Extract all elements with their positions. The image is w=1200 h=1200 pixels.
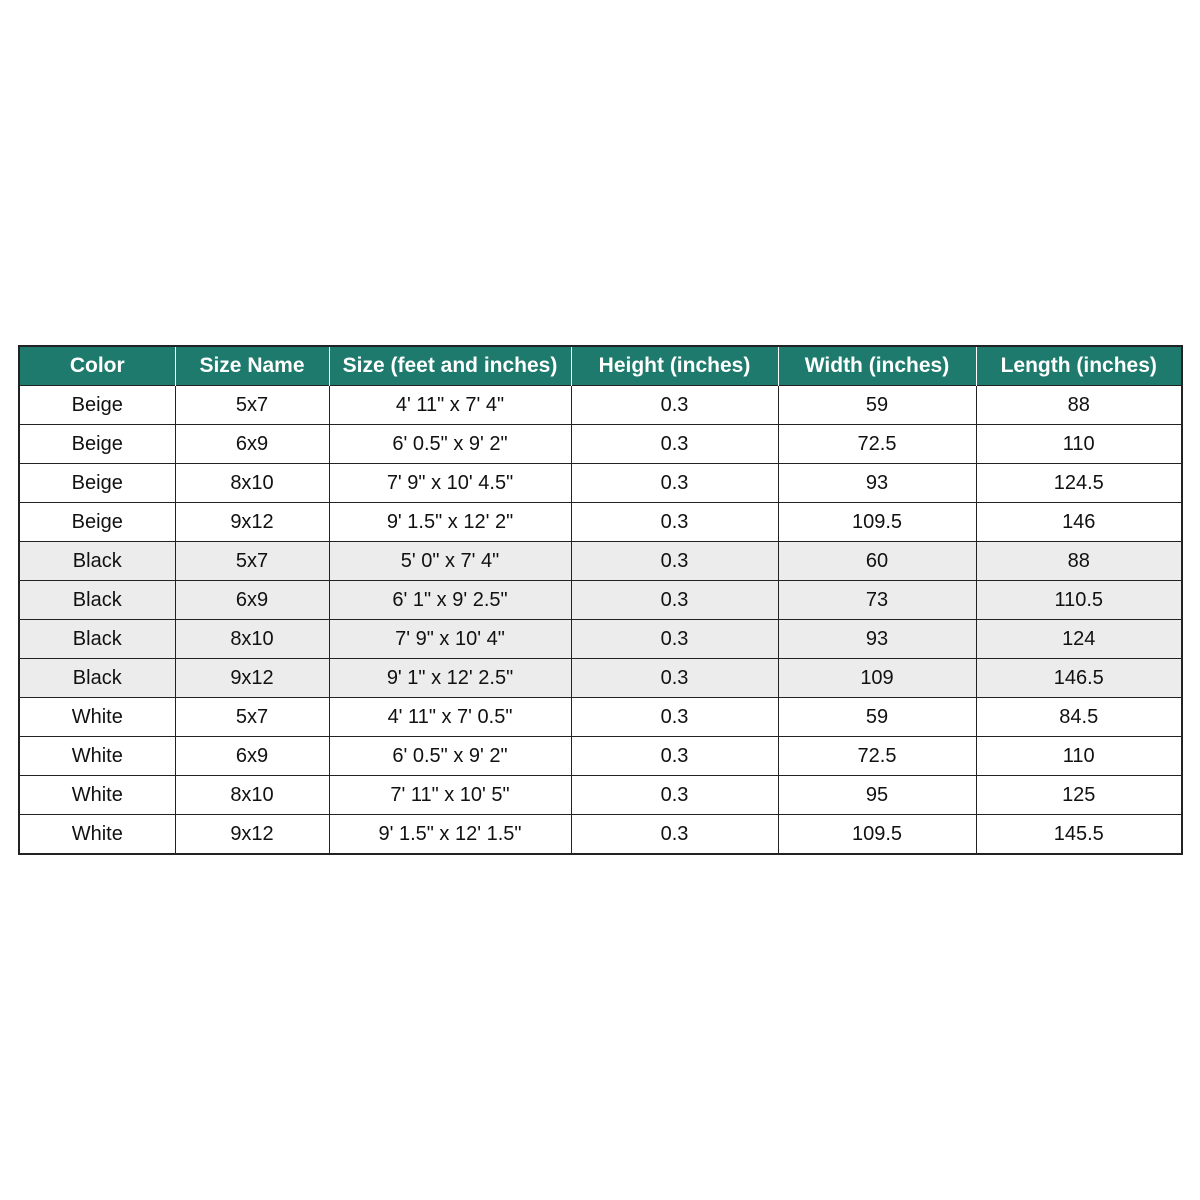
cell-length: 88 (976, 386, 1182, 425)
cell-height: 0.3 (571, 776, 778, 815)
header-color: Color (19, 346, 175, 386)
cell-width: 93 (778, 464, 976, 503)
cell-size-name: 6x9 (175, 737, 329, 776)
cell-length: 110 (976, 425, 1182, 464)
cell-height: 0.3 (571, 386, 778, 425)
table-row (19, 659, 1182, 698)
size-chart-table (18, 345, 1183, 855)
cell-height: 0.3 (571, 542, 778, 581)
cell-height: 0.3 (571, 737, 778, 776)
cell-color: Black (19, 659, 175, 698)
header-width: Width (inches) (778, 346, 976, 386)
header-size-feet-inches: Size (feet and inches) (329, 346, 571, 386)
cell-size-name: 6x9 (175, 581, 329, 620)
cell-length: 124.5 (976, 464, 1182, 503)
header-row (19, 346, 1182, 386)
cell-width: 59 (778, 698, 976, 737)
cell-size-feet-inches: 9' 1.5" x 12' 2" (329, 503, 571, 542)
cell-size-name: 9x12 (175, 503, 329, 542)
table-row (19, 503, 1182, 542)
cell-size-feet-inches: 7' 11" x 10' 5" (329, 776, 571, 815)
header-size-name: Size Name (175, 346, 329, 386)
cell-color: Black (19, 620, 175, 659)
table-row (19, 386, 1182, 425)
table-row (19, 425, 1182, 464)
cell-size-feet-inches: 7' 9" x 10' 4" (329, 620, 571, 659)
cell-color: White (19, 815, 175, 855)
table-row (19, 542, 1182, 581)
table-row (19, 581, 1182, 620)
cell-height: 0.3 (571, 659, 778, 698)
header-length: Length (inches) (976, 346, 1182, 386)
cell-length: 146.5 (976, 659, 1182, 698)
cell-color: White (19, 737, 175, 776)
table-row (19, 698, 1182, 737)
table-header (19, 346, 1182, 386)
cell-color: Beige (19, 386, 175, 425)
cell-length: 110 (976, 737, 1182, 776)
cell-width: 109.5 (778, 815, 976, 855)
cell-size-feet-inches: 7' 9" x 10' 4.5" (329, 464, 571, 503)
cell-height: 0.3 (571, 425, 778, 464)
cell-length: 125 (976, 776, 1182, 815)
table-row (19, 776, 1182, 815)
cell-size-feet-inches: 4' 11" x 7' 0.5" (329, 698, 571, 737)
cell-size-feet-inches: 5' 0" x 7' 4" (329, 542, 571, 581)
table-row (19, 737, 1182, 776)
cell-size-name: 5x7 (175, 542, 329, 581)
cell-size-name: 8x10 (175, 464, 329, 503)
cell-length: 88 (976, 542, 1182, 581)
cell-size-name: 9x12 (175, 815, 329, 855)
table-body (19, 386, 1182, 855)
cell-height: 0.3 (571, 698, 778, 737)
cell-color: Black (19, 542, 175, 581)
cell-height: 0.3 (571, 503, 778, 542)
cell-size-name: 6x9 (175, 425, 329, 464)
cell-length: 124 (976, 620, 1182, 659)
cell-color: White (19, 698, 175, 737)
cell-size-name: 9x12 (175, 659, 329, 698)
table-row (19, 620, 1182, 659)
cell-size-name: 5x7 (175, 386, 329, 425)
cell-width: 93 (778, 620, 976, 659)
cell-size-feet-inches: 6' 0.5" x 9' 2" (329, 737, 571, 776)
cell-color: Black (19, 581, 175, 620)
table-row (19, 815, 1182, 855)
cell-width: 109.5 (778, 503, 976, 542)
cell-width: 72.5 (778, 737, 976, 776)
cell-width: 109 (778, 659, 976, 698)
cell-size-name: 5x7 (175, 698, 329, 737)
cell-length: 146 (976, 503, 1182, 542)
header-height: Height (inches) (571, 346, 778, 386)
cell-size-feet-inches: 6' 0.5" x 9' 2" (329, 425, 571, 464)
cell-width: 73 (778, 581, 976, 620)
cell-width: 72.5 (778, 425, 976, 464)
cell-length: 84.5 (976, 698, 1182, 737)
cell-height: 0.3 (571, 464, 778, 503)
cell-color: Beige (19, 503, 175, 542)
cell-length: 110.5 (976, 581, 1182, 620)
table-row (19, 464, 1182, 503)
cell-height: 0.3 (571, 620, 778, 659)
cell-size-feet-inches: 9' 1" x 12' 2.5" (329, 659, 571, 698)
cell-width: 95 (778, 776, 976, 815)
cell-size-feet-inches: 6' 1" x 9' 2.5" (329, 581, 571, 620)
cell-color: Beige (19, 425, 175, 464)
cell-size-name: 8x10 (175, 776, 329, 815)
cell-color: Beige (19, 464, 175, 503)
cell-size-feet-inches: 9' 1.5" x 12' 1.5" (329, 815, 571, 855)
cell-size-feet-inches: 4' 11" x 7' 4" (329, 386, 571, 425)
cell-width: 59 (778, 386, 976, 425)
cell-length: 145.5 (976, 815, 1182, 855)
cell-size-name: 8x10 (175, 620, 329, 659)
cell-height: 0.3 (571, 581, 778, 620)
cell-color: White (19, 776, 175, 815)
cell-height: 0.3 (571, 815, 778, 855)
cell-width: 60 (778, 542, 976, 581)
